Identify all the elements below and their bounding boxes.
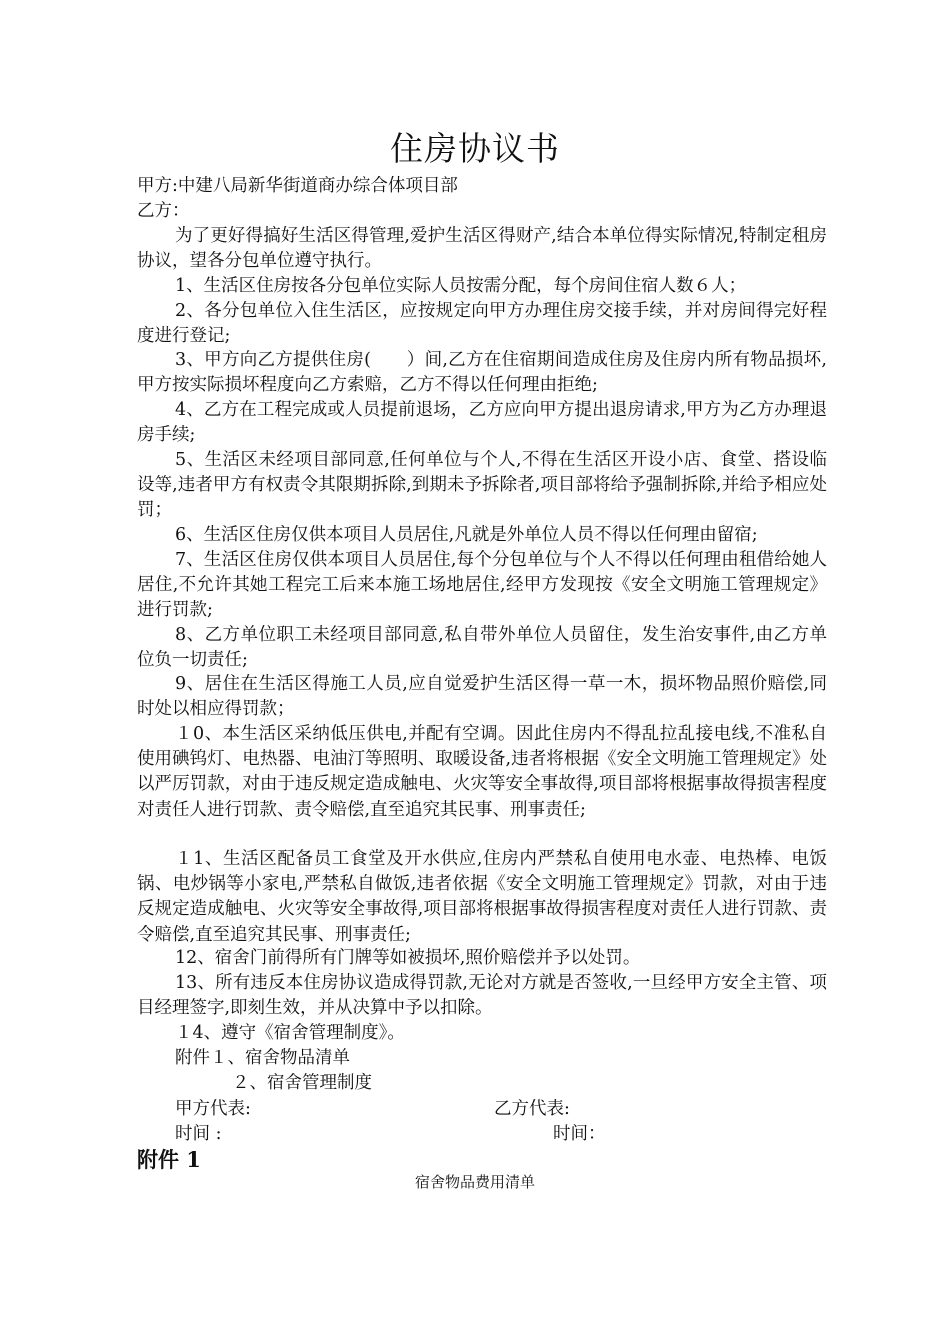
clause-11: １1、生活区配备员工食堂及开水供应,住房内严禁私自使用电水壶、电热棒、电饭锅、电炒锅等小家电,严禁私自做饭,违者依据《安全文明施工管理规定》罚款，对由于违反规定造成触电、火灾等安全事故得,项目部将根据事故得损害程度对责任人进行罚款、责令赔偿,直至追究其民事、刑事责任;: [137, 849, 827, 945]
attachment-line-2: ２、宿舍管理制度: [232, 1073, 372, 1093]
clause-7: 7、生活区住房仅供本项目人员居住,每个分包单位与个人不得以任何理由租借给她人居住,不允许其她工程完工后来本施工场地居住,经甲方发现按《安全文明施工管理规定》进行罚款;: [137, 550, 827, 621]
annex-heading: 附件 1: [137, 1147, 201, 1172]
clause-5: 5、生活区未经项目部同意,任何单位与个人,不得在生活区开设小店、食堂、搭设临设等,违者甲方有权责令其限期拆除,到期未予拆除者,项目部将给予强制拆除,并给予相应处罚；: [137, 450, 827, 521]
document-title: 住房协议书: [390, 129, 560, 168]
intro-paragraph: 为了更好得搞好生活区得管理,爱护生活区得财产,结合本单位得实际情况,特制定租房协议，望各分包单位遵守执行。: [137, 226, 827, 272]
clause-1: 1、生活区住房按各分包单位实际人员按需分配，每个房间住宿人数６人；: [175, 276, 747, 296]
clause-4: 4、乙方在工程完成或人员提前退场，乙方应向甲方提出退房请求,甲方为乙方办理退房手续;: [137, 400, 827, 446]
clause-14: １4、遵守《宿舍管理制度》。: [175, 1023, 405, 1043]
attachment-line-1: 附件１、宿舍物品清单: [175, 1048, 350, 1068]
party-a-representative-label: 甲方代表:: [175, 1099, 251, 1119]
clause-6: 6、生活区住房仅供本项目人员居住,凡就是外单位人员不得以任何理由留宿;: [175, 525, 758, 545]
clause-2: 2、各分包单位入住生活区，应按规定向甲方办理住房交接手续，并对房间得完好程度进行登记;: [137, 301, 827, 347]
clause-9: 9、居住在生活区得施工人员,应自觉爱护生活区得一草一木，损坏物品照价赔偿,同时处以相应得罚款；: [137, 674, 827, 720]
clause-3: 3、甲方向乙方提供住房( ）间,乙方在住宿期间造成住房及住房内所有物品损坏,甲方按实际损坏程度向乙方索赔，乙方不得以任何理由拒绝;: [137, 350, 827, 396]
party-b-line: 乙方：: [137, 201, 190, 221]
party-a-line: 甲方:中建八局新华街道商办综合体项目部: [137, 176, 458, 196]
clause-12: 12、宿舍门前得所有门牌等如被损坏,照价赔偿并予以处罚。: [175, 948, 641, 968]
clause-8: 8、乙方单位职工未经项目部同意,私自带外单位人员留住，发生治安事件,由乙方单位负一切责任;: [137, 625, 827, 671]
party-b-representative-label: 乙方代表:: [494, 1099, 570, 1119]
clause-10: １0、本生活区采纳低压供电,并配有空调。因此住房内不得乱拉乱接电线,不准私自使用碘钨灯、电热器、电油汀等照明、取暖设备,违者将根据《安全文明施工管理规定》处以严厉罚款，对由于违反规定造成触电、火灾等安全事故得,项目部将根据事故得损害程度对责任人进行罚款、责令赔偿,直至追究其民事、刑事责任;: [137, 724, 827, 820]
party-b-time-label: 时间：: [553, 1124, 606, 1144]
clause-13: 13、所有违反本住房协议造成得罚款,无论对方就是否签收,一旦经甲方安全主管、项目经理签字,即刻生效，并从决算中予以扣除。: [137, 973, 827, 1019]
party-a-time-label: 时间 :: [175, 1124, 222, 1144]
annex-subtitle: 宿舍物品费用清单: [414, 1173, 535, 1191]
